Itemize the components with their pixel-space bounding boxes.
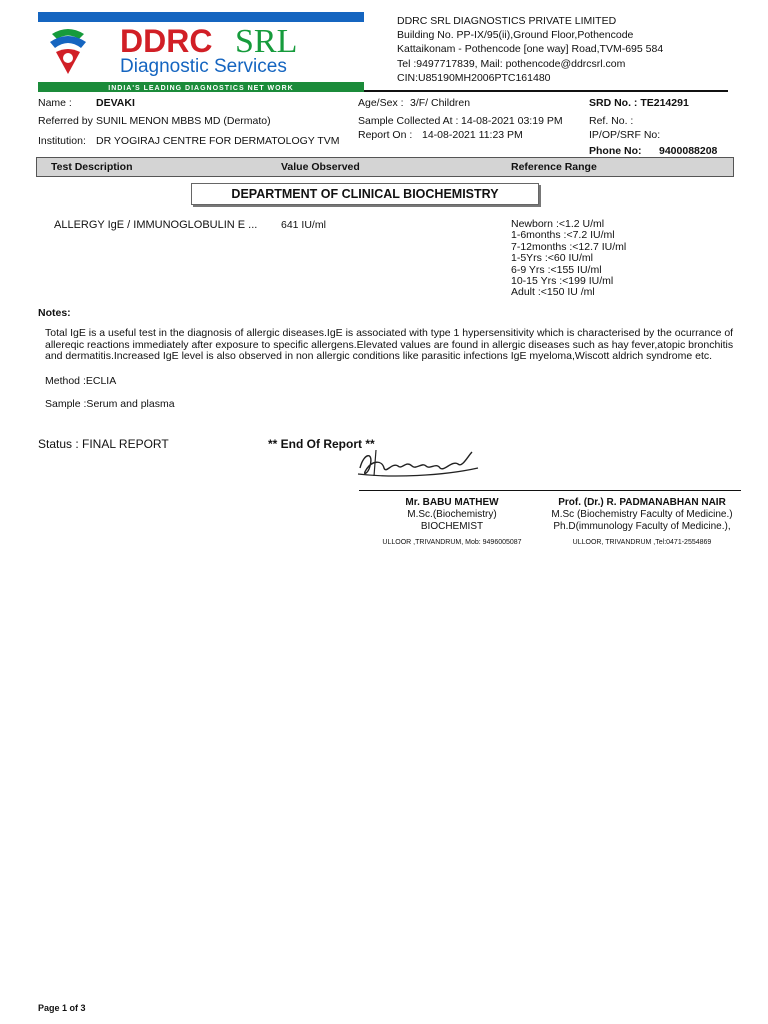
- test-name: ALLERGY IgE / IMMUNOGLOBULIN E ...: [54, 219, 258, 231]
- range-line: Adult :<150 IU /ml: [511, 286, 595, 299]
- institution-label: Institution:: [38, 135, 86, 147]
- signatory-2: [540, 497, 744, 549]
- header-divider: [364, 90, 728, 92]
- contact-line: Tel :9497717839, Mail: pothencode@ddrcsrl.com: [397, 57, 626, 70]
- report-status: Status : FINAL REPORT: [38, 437, 169, 451]
- address-line-1: Building No. PP-IX/95(ii),Ground Floor,Pothencode: [397, 29, 634, 42]
- notes-line: and dermatitis.Increased IgE level is also observed in non allergic conditions like parasitic infections IgE myeloma,Wiscott aldrich syndrome etc.: [45, 350, 713, 363]
- company-logo: [38, 12, 364, 92]
- ref-number: Ref. No. :: [589, 115, 634, 127]
- range-line: 1-6months :<7.2 IU/ml: [511, 229, 615, 242]
- col-value-observed: Value Observed: [281, 161, 360, 173]
- ipop-number: IP/OP/SRF No:: [589, 129, 661, 141]
- page-number: Page 1 of 3: [38, 1003, 86, 1013]
- range-line: 6-9 Yrs :<155 IU/ml: [511, 263, 602, 276]
- range-line: 10-15 Yrs :<199 IU/ml: [511, 275, 614, 288]
- phone-number: 9400088208: [659, 145, 718, 157]
- col-test-description: Test Description: [51, 161, 133, 173]
- signatory-name: Mr. BABU MATHEW: [405, 497, 499, 508]
- signatory-qualification: M.Sc.(Biochemistry): [407, 509, 497, 520]
- company-address: [397, 14, 663, 85]
- phone-label: Phone No:: [589, 145, 642, 157]
- signatory-name: Prof. (Dr.) R. PADMANABHAN NAIR: [558, 497, 726, 508]
- signatory-address: ULLOOR ,TRIVANDRUM, Mob: 9496005087: [382, 539, 522, 546]
- signatory-address: ULLOOR, TRIVANDRUM ,Tel:0471-2554869: [572, 539, 712, 546]
- signature-image: [352, 446, 482, 482]
- referred-by: SUNIL MENON MBBS MD (Dermato): [96, 115, 271, 127]
- address-line-2: Kattaikonam - Pothencode [one way] Road,TVM-695 584: [397, 43, 664, 56]
- name-label: Name :: [38, 97, 72, 109]
- signatory-qualification: M.Sc (Biochemistry Faculty of Medicine.): [551, 509, 733, 520]
- institution: DR YOGIRAJ CENTRE FOR DERMATOLOGY TVM: [96, 135, 340, 147]
- svg-text:SRL: SRL: [235, 23, 298, 60]
- svg-text:INDIA'S LEADING DIAGNOSTICS NE: INDIA'S LEADING DIAGNOSTICS NET WORK: [108, 85, 294, 92]
- sample-text: Sample :Serum and plasma: [45, 398, 175, 410]
- results-table-header: [36, 157, 734, 177]
- department-title: DEPARTMENT OF CLINICAL BIOCHEMISTRY: [191, 183, 539, 205]
- range-line: 7-12months :<12.7 IU/ml: [511, 240, 627, 253]
- method-text: Method :ECLIA: [45, 375, 117, 387]
- collected-label: Sample Collected At :: [358, 115, 459, 127]
- reference-ranges: [511, 219, 626, 299]
- signatory-title: BIOCHEMIST: [420, 521, 484, 532]
- end-of-report: ** End Of Report **: [268, 437, 375, 451]
- svg-text:Diagnostic Services: Diagnostic Services: [120, 56, 287, 77]
- notes-line: allereqic reactions immediately after exposure to specific allergens.Elevated values are found in allergic diseases such as hay fever,atopic bronchitis: [45, 338, 734, 351]
- col-reference-range: Reference Range: [511, 161, 597, 173]
- srd-number: SRD No. : TE214291: [589, 97, 689, 109]
- signature-divider: [359, 490, 741, 491]
- report-date: 14-08-2021 11:23 PM: [422, 129, 523, 141]
- company-name: DDRC SRL DIAGNOSTICS PRIVATE LIMITED: [397, 15, 617, 27]
- notes-line: Total IgE is a useful test in the diagnosis of allergic diseases.IgE is associated with type 1 hypersensitivity which is characterised by the ocurrance of: [45, 327, 734, 339]
- age-sex-label: Age/Sex :: [358, 97, 404, 109]
- cin-line: CIN:U85190MH2006PTC161480: [397, 71, 551, 84]
- range-line: 1-5Yrs :<60 IU/ml: [511, 252, 593, 265]
- signatory-title: Ph.D(immunology Faculty of Medicine.),: [553, 521, 731, 532]
- referred-label: Referred by: [38, 115, 93, 127]
- notes-text: [45, 328, 735, 363]
- signatory-1: [362, 497, 542, 549]
- svg-text:DDRC: DDRC: [120, 23, 213, 59]
- notes-heading: Notes:: [38, 307, 71, 319]
- test-value: 641 IU/ml: [281, 219, 326, 231]
- range-line: Newborn :<1.2 U/ml: [511, 218, 605, 230]
- report-on-label: Report On :: [358, 129, 413, 141]
- age-sex: 3/F/ Children: [410, 97, 471, 109]
- patient-name: DEVAKI: [96, 97, 135, 109]
- collected-date: 14-08-2021 03:19 PM: [461, 115, 563, 127]
